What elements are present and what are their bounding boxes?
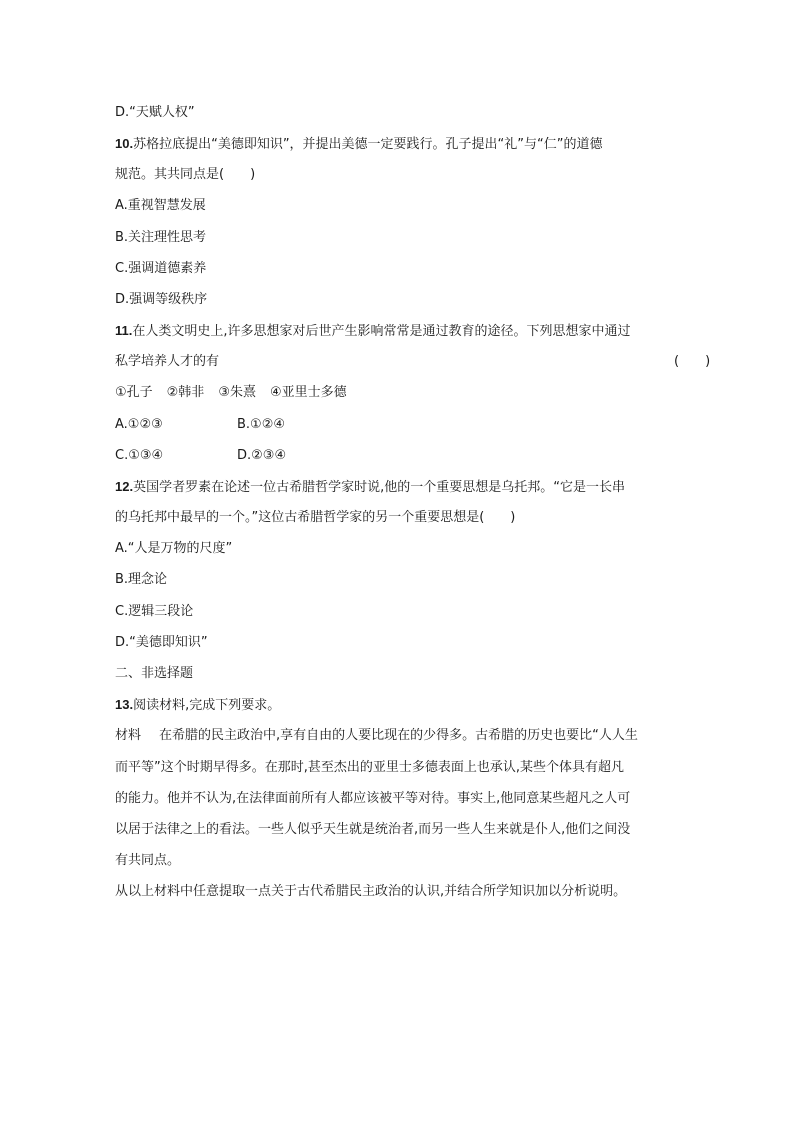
q13-stem-text: 阅读材料,完成下列要求。 (133, 698, 281, 713)
q13-material-line1 (115, 728, 638, 744)
q11-option-c: C.①③④ (115, 448, 164, 463)
q12-option-a: A.“人是万物的尺度” (115, 541, 233, 556)
q11-item-3: ③朱熹 (218, 385, 256, 400)
q13-material-line3: 的能力。他并不认为,在法律面前所有人都应该被平等对待。事实上,他同意某些超凡之人可 (115, 791, 631, 806)
q11-items (115, 385, 347, 401)
q12-number: 12. (115, 479, 134, 494)
q11-number: 11. (115, 323, 133, 338)
q12-option-b: B.理念论 (115, 572, 168, 587)
q11-option-a: A.①②③ (115, 417, 163, 432)
q13-stem (115, 697, 280, 713)
q9-option-d: D.“天赋人权” (115, 105, 195, 120)
q10-stem-line1 (115, 136, 603, 152)
q11-item-2: ②韩非 (166, 385, 205, 400)
q13-material-line4: 以居于法律之上的看法。一些人似乎天生就是统治者,而另一些人生来就是仆人,他们之间没 (115, 822, 631, 837)
q13-material-line5: 有共同点。 (115, 853, 181, 868)
q10-option-d: D.强调等级秩序 (115, 292, 208, 307)
q10-stem-line2: 规范。其共同点是( ) (115, 167, 256, 182)
q10-option-c: C.强调道德素养 (115, 261, 207, 276)
q11-option-b: B.①②④ (237, 417, 286, 432)
q13-number: 13. (115, 697, 134, 712)
q11-option-d: D.②③④ (237, 448, 287, 463)
q10-option-b: B.关注理性思考 (115, 230, 207, 245)
q10-option-a: A.重视智慧发展 (115, 198, 206, 213)
q11-answer-paren: ( ) (674, 354, 711, 369)
q13-material-line2: 而平等”这个时期早得多。在那时,甚至杰出的亚里士多德表面上也承认,某些个体具有超凡 (115, 760, 625, 775)
q12-stem-line2: 的乌托邦中最早的一个。”这位古希腊哲学家的另一个重要思想是( ) (115, 510, 516, 525)
q11-stem-line2: 私学培养人才的有 (115, 354, 220, 369)
q12-stem-text: 英国学者罗素在论述一位古希腊哲学家时说,他的一个重要思想是乌托邦。“它是一长串 (133, 480, 625, 495)
q13-requirement: 从以上材料中任意提取一点关于古代希腊民主政治的认识,并结合所学知识加以分析说明。 (115, 884, 627, 899)
q12-stem-line1 (115, 479, 625, 495)
q13-material-text-1: 在希腊的民主政治中,享有自由的人要比现在的少得多。古希腊的历史也要比“人人生 (159, 728, 638, 743)
q11-stem-line1 (115, 323, 631, 339)
q12-option-d: D.“美德即知识” (115, 635, 208, 650)
q11-item-1: ①孔子 (115, 385, 153, 400)
section-title: 二、非选择题 (115, 666, 194, 681)
q10-number: 10. (115, 136, 134, 151)
q13-material-label: 材料 (115, 728, 142, 743)
q11-item-4: ④亚里士多德 (269, 385, 347, 400)
q12-option-c: C.逻辑三段论 (115, 604, 194, 619)
q10-stem-text: 苏格拉底提出“美德即知识”，并提出美德一定要践行。孔子提出“礼”与“仁”的道德 (133, 137, 603, 152)
q11-stem-text: 在人类文明史上,许多思想家对后世产生影响常常是通过教育的途径。下列思想家中通过 (132, 324, 631, 339)
